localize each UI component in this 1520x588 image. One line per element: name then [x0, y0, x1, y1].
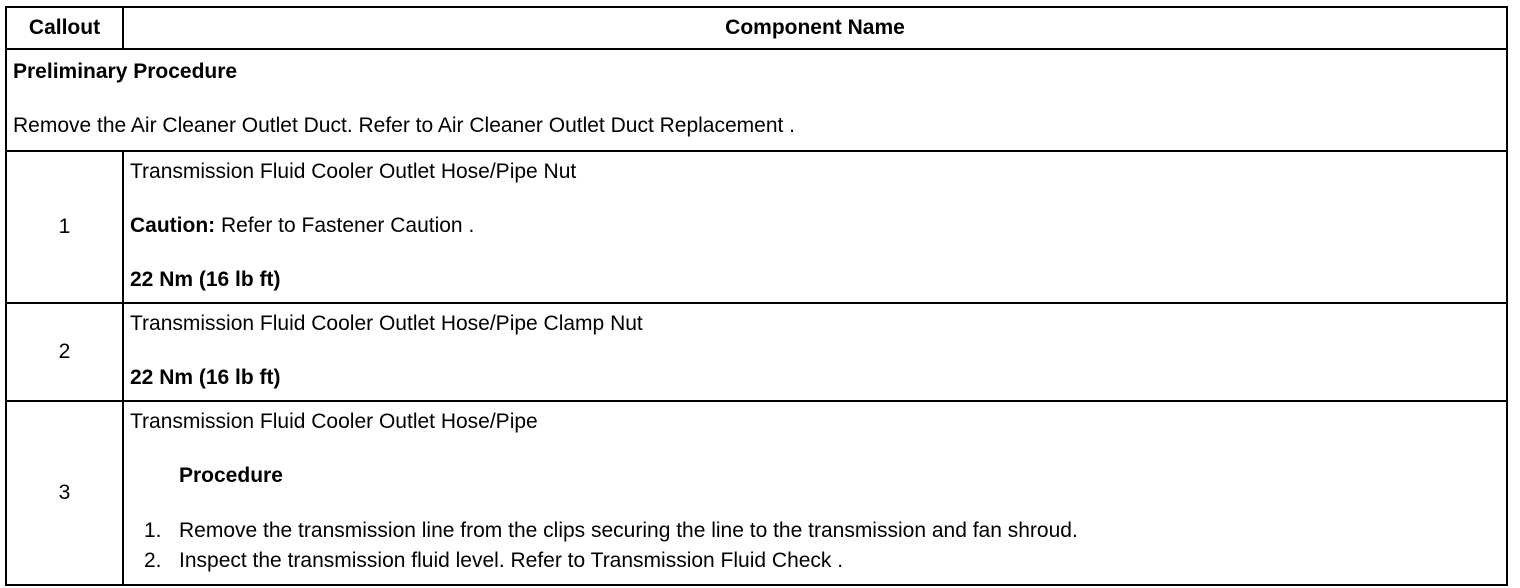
- preliminary-row: [6, 49, 1507, 151]
- procedure-steps: [130, 516, 1500, 576]
- component-cell: [123, 151, 1507, 303]
- callout-cell: 2: [6, 303, 123, 401]
- component-name: Transmission Fluid Cooler Outlet Hose/Pipe Clamp Nut: [130, 312, 643, 335]
- step-number: 2.: [144, 549, 162, 572]
- step-text: Inspect the transmission fluid level. Refer to Transmission Fluid Check .: [179, 549, 844, 572]
- list-item: [130, 516, 1500, 546]
- step-text: Remove the transmission line from the clips securing the line to the transmission and fan shroud.: [179, 519, 1078, 542]
- table-row: [6, 401, 1507, 585]
- callout-cell: 1: [6, 151, 123, 303]
- caution-text: Refer to Fastener Caution .: [215, 214, 475, 237]
- component-cell: [123, 401, 1507, 585]
- table-row: [6, 151, 1507, 303]
- preliminary-cell: [6, 49, 1507, 151]
- list-item: [130, 546, 1500, 576]
- table-row: [6, 303, 1507, 401]
- callout-cell: 3: [6, 401, 123, 585]
- component-table: [5, 6, 1508, 586]
- callout-header: Callout: [6, 7, 123, 49]
- component-name-header: Component Name: [123, 7, 1507, 49]
- component-cell: [123, 303, 1507, 401]
- component-name: Transmission Fluid Cooler Outlet Hose/Pipe Nut: [130, 160, 577, 183]
- caution-label: Caution:: [130, 214, 216, 237]
- caution-line: [130, 212, 1500, 240]
- header-row: [6, 7, 1507, 49]
- preliminary-text: Remove the Air Cleaner Outlet Duct. Refer to Air Cleaner Outlet Duct Replacement .: [13, 114, 796, 137]
- torque-spec: 22 Nm (16 lb ft): [130, 366, 281, 389]
- component-name: Transmission Fluid Cooler Outlet Hose/Pipe: [130, 410, 538, 433]
- step-number: 1.: [144, 519, 162, 542]
- preliminary-title: Preliminary Procedure: [13, 60, 238, 83]
- torque-spec: 22 Nm (16 lb ft): [130, 268, 281, 291]
- procedure-title: Procedure: [179, 464, 283, 487]
